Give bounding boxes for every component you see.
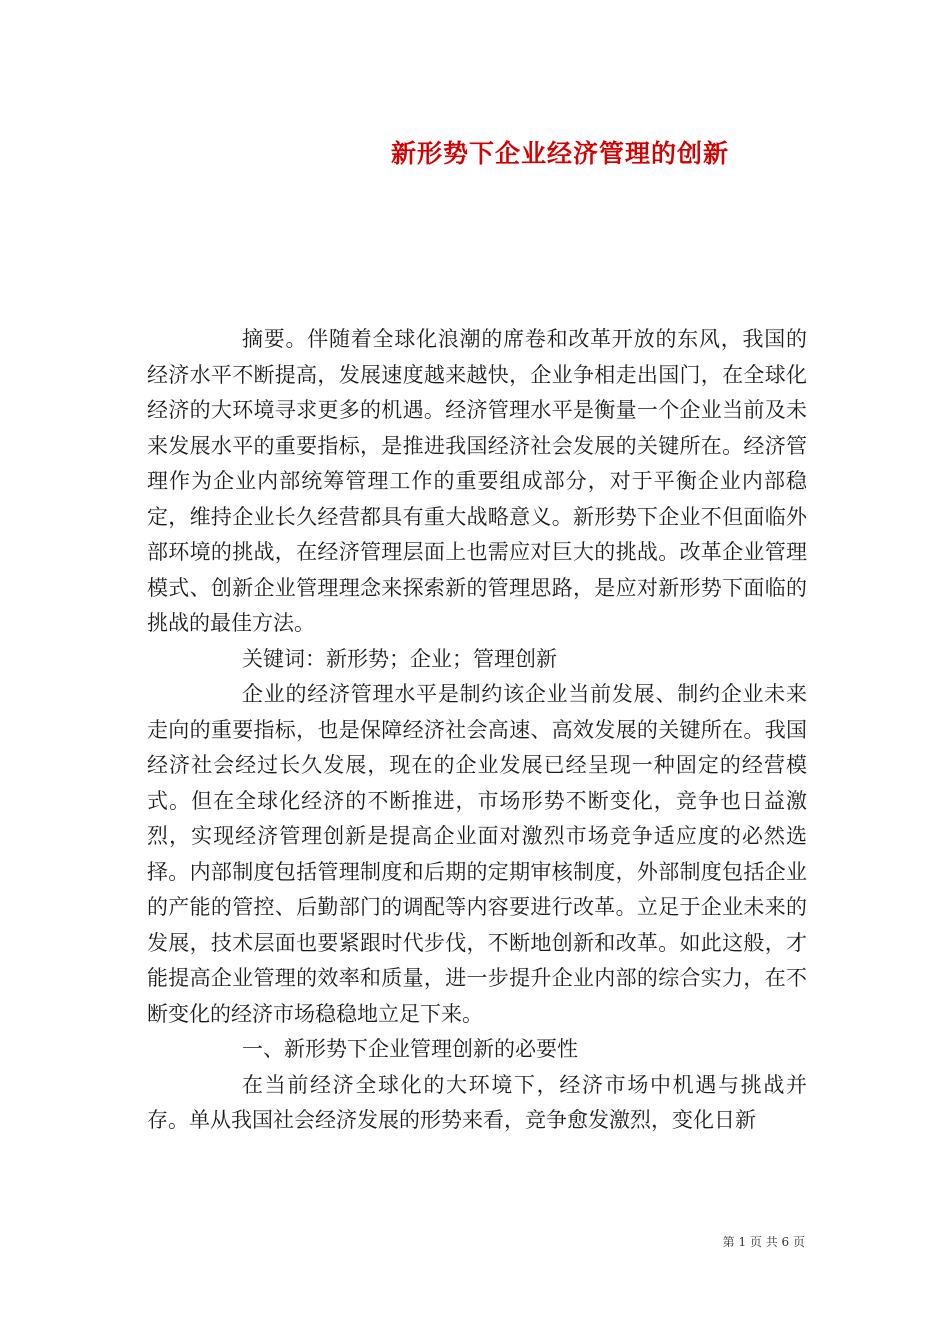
intro-paragraph: 企业的经济管理水平是制约该企业当前发展、制约企业未来走向的重要指标，也是保障经济社会高速、高效发展的关键所在。我国经济社会经过长久发展，现在的企业发展已经呈现一种固定的经营模式。但在全球化经济的不断推进，市场形势不断变化，竞争也日益激烈，实现经济管理创新是提高企业面对激烈市场竞争适应度的必然选择。内部制度包括管理制度和后期的定期审核制度，外部制度包括企业的产能的管控、后勤部门的调配等内容要进行改革。立足于企业未来的发展，技术层面也要紧跟时代步伐，不断地创新和改革。如此这般，才能提高企业管理的效率和质量，进一步提升企业内部的综合实力，在不断变化的经济市场稳稳地立足下来。 (147, 682, 807, 1026)
keywords-paragraph: 关键词：新形势；企业；管理创新 (242, 646, 557, 671)
document-title: 新形势下企业经济管理的创新 (390, 139, 729, 168)
section-heading: 一、新形势下企业管理创新的必要性 (242, 1037, 578, 1061)
document-body (147, 322, 807, 1139)
abstract-paragraph: 摘要。伴随着全球化浪潮的席卷和改革开放的东风，我国的经济水平不断提高，发展速度越来越快，企业争相走出国门，在全球化经济的大环境寻求更多的机遇。经济管理水平是衡量一个企业当前及未来发展水平的重要指标，是推进我国经济社会发展的关键所在。经济管理作为企业内部统筹管理工作的重要组成部分，对于平衡企业内部稳定，维持企业长久经营都具有重大战略意义。新形势下企业不但面临外部环境的挑战，在经济管理层面上也需应对巨大的挑战。改革企业管理模式、创新企业管理理念来探索新的管理思路，是应对新形势下面临的挑战的最佳方法。 (147, 327, 807, 635)
page-number-footer: 第 1 页 共 6 页 (722, 1235, 805, 1249)
section-paragraph: 在当前经济全球化的大环境下，经济市场中机遇与挑战并存。单从我国社会经济发展的形势来看，竞争愈发激烈，变化日新 (147, 1072, 807, 1132)
